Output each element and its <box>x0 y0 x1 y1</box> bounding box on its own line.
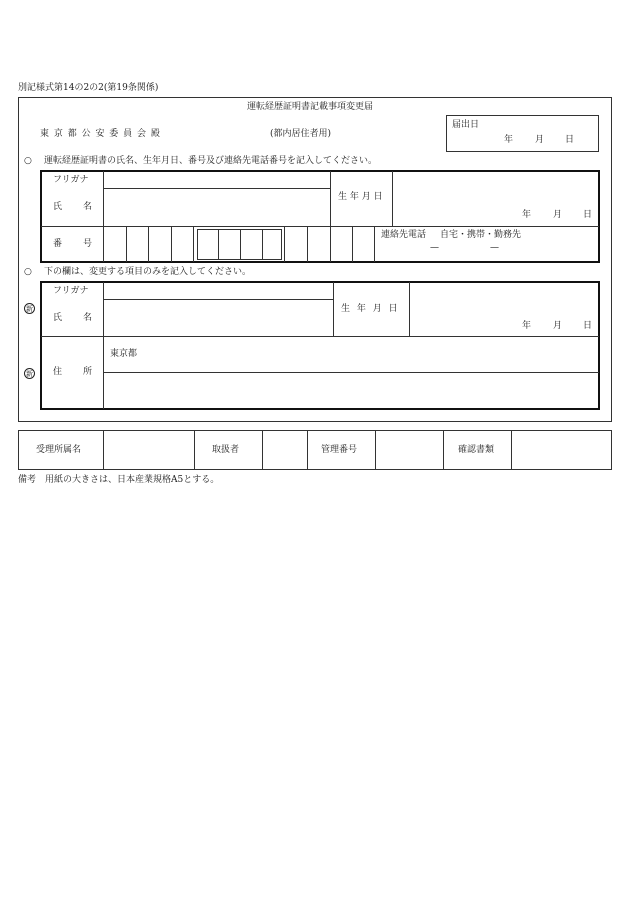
submission-month-unit: 月 <box>535 135 545 145</box>
section2-name-input[interactable] <box>104 300 333 336</box>
new-mark-2: 新 <box>26 370 33 378</box>
section2-address-input[interactable] <box>104 337 599 409</box>
section1-furigana-input[interactable] <box>104 171 330 188</box>
section2-birth-month-unit: 月 <box>553 321 563 331</box>
section1-birth-year-unit: 年 <box>522 210 532 220</box>
resident-note: (都内居住者用) <box>270 129 332 139</box>
form-title: 運転経歴証明書記載事項変更届 <box>247 102 374 112</box>
submission-date-label: 届出日 <box>452 120 480 130</box>
handler-label: 取扱者 <box>212 445 240 455</box>
section2-address-label: 住 所 <box>53 367 99 377</box>
section1-birth-month-unit: 月 <box>553 210 563 220</box>
section1-name-input[interactable] <box>104 189 330 226</box>
verification-label: 確認書類 <box>458 445 495 455</box>
section1-birthdate-input[interactable] <box>393 171 599 226</box>
section1-marker: ○ <box>24 156 32 166</box>
form-caption: 別記様式第14の2の2(第19条関係) <box>18 83 159 93</box>
phone-types: 自宅・携帯・勤務先 <box>440 230 522 240</box>
phone-separator-1: — <box>430 243 439 253</box>
submission-year-unit: 年 <box>504 135 514 145</box>
section1-birthdate-label: 生 年 月 日 <box>338 192 383 202</box>
section1-instruction: 運転経歴証明書の氏名、生年月日、番号及び連絡先電話番号を記入してください。 <box>44 156 378 166</box>
section2-name-label: 氏 名 <box>53 313 99 323</box>
remarks: 備考 用紙の大きさは、日本産業規格A5とする。 <box>18 475 220 485</box>
reception-label: 受理所属名 <box>36 445 82 455</box>
section2-birth-day-unit: 日 <box>583 321 593 331</box>
section2-furigana-input[interactable] <box>104 282 333 299</box>
phone-input[interactable] <box>375 243 599 262</box>
new-mark-1: 新 <box>26 305 33 313</box>
phone-separator-2: — <box>490 243 499 253</box>
office-use-table <box>18 430 612 470</box>
section2-birthdate-input[interactable] <box>410 282 599 336</box>
section1-number-label: 番 号 <box>53 239 99 249</box>
section2-instruction: 下の欄は、変更する項目のみを記入してください。 <box>44 267 252 277</box>
section2-birth-year-unit: 年 <box>522 321 532 331</box>
section1-name-label: 氏 名 <box>53 202 99 212</box>
submission-day-unit: 日 <box>565 135 575 145</box>
section2-furigana-label: フリガナ <box>53 286 89 296</box>
section1-birth-day-unit: 日 <box>583 210 593 220</box>
section2-marker: ○ <box>24 267 32 277</box>
control-number-label: 管理番号 <box>321 445 358 455</box>
section1-furigana-label: フリガナ <box>53 175 89 185</box>
addressee: 東 京 都 公 安 委 員 会 殿 <box>40 129 161 139</box>
phone-label: 連絡先電話 <box>381 230 427 240</box>
address-prefix: 東京都 <box>110 349 138 359</box>
section2-birthdate-label: 生 年 月 日 <box>341 304 400 314</box>
